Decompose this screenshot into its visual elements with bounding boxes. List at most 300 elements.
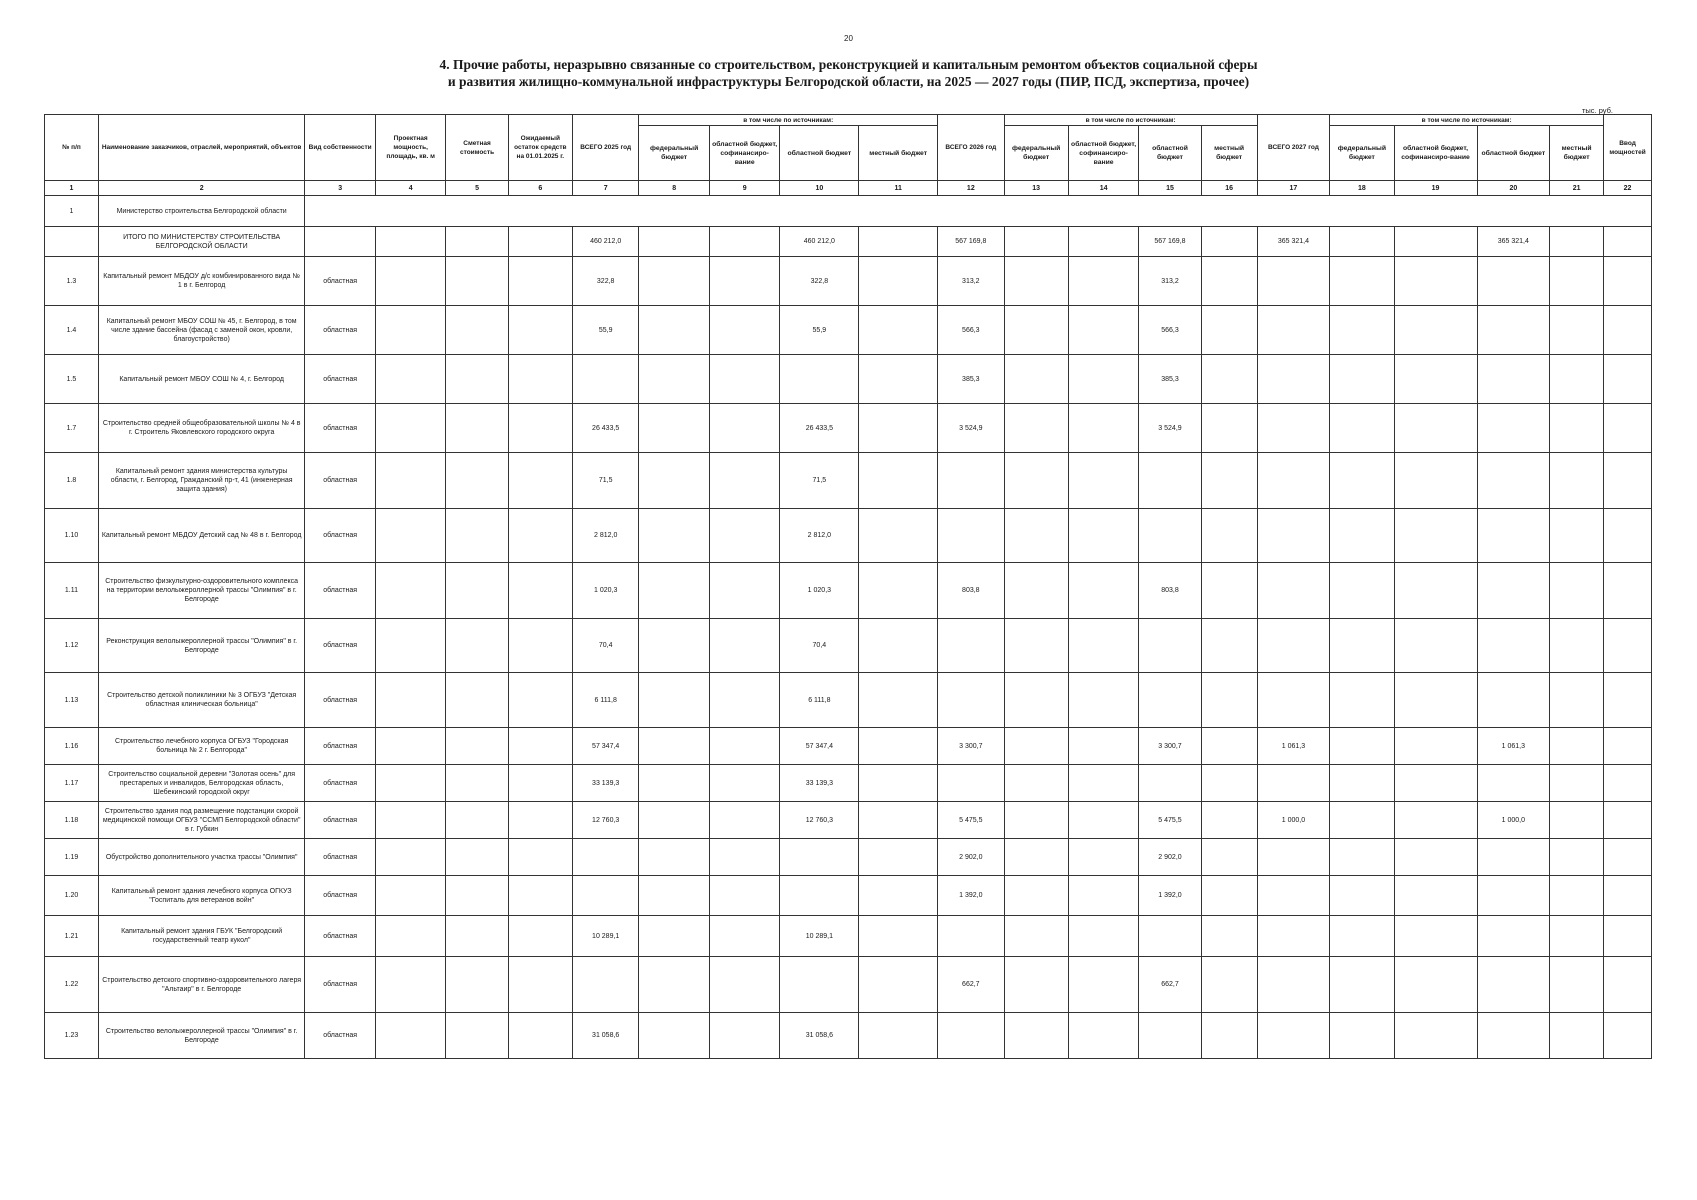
row-total-2025: 55,9 — [572, 306, 638, 355]
ministry-row — [45, 196, 1652, 227]
row-total-2027 — [1257, 404, 1330, 453]
row-federal-2027 — [1330, 1013, 1394, 1059]
total-regional-2026: 567 169,8 — [1139, 227, 1201, 257]
row-total-2025: 10 289,1 — [572, 916, 638, 957]
table-row — [45, 673, 1652, 728]
row-federal-2026 — [1004, 1013, 1068, 1059]
row-local-2025 — [859, 728, 938, 765]
table-row — [45, 509, 1652, 563]
row-total-2027 — [1257, 673, 1330, 728]
row-capacity — [375, 619, 446, 673]
row-estimate — [446, 765, 508, 802]
row-local-2025 — [859, 563, 938, 619]
row-regional-2026 — [1139, 619, 1201, 673]
row-cofinancing-2026 — [1068, 916, 1139, 957]
row-total-2026: 3 300,7 — [938, 728, 1004, 765]
row-ownership: областная — [305, 673, 376, 728]
row-ownership: областная — [305, 957, 376, 1013]
row-total-2026: 3 524,9 — [938, 404, 1004, 453]
row-federal-2026 — [1004, 839, 1068, 876]
table-row — [45, 916, 1652, 957]
row-regional-2027 — [1477, 355, 1550, 404]
row-federal-2027 — [1330, 563, 1394, 619]
row-federal-2027 — [1330, 619, 1394, 673]
ministry-name: Министерство строительства Белгородской области — [98, 196, 304, 227]
row-federal-2026 — [1004, 728, 1068, 765]
row-local-2026 — [1201, 306, 1257, 355]
row-cofinancing-2026 — [1068, 765, 1139, 802]
row-num: 1.8 — [45, 453, 99, 509]
row-local-2025 — [859, 765, 938, 802]
row-regional-2026: 662,7 — [1139, 957, 1201, 1013]
row-capacity — [375, 1013, 446, 1059]
row-cofinancing-2027 — [1394, 1013, 1477, 1059]
row-cofinancing-2026 — [1068, 619, 1139, 673]
row-federal-2025 — [639, 728, 710, 765]
row-regional-2027 — [1477, 957, 1550, 1013]
row-balance — [508, 728, 572, 765]
row-cofinancing-2027 — [1394, 404, 1477, 453]
row-total-2027 — [1257, 876, 1330, 916]
row-local-2025 — [859, 404, 938, 453]
row-ownership: областная — [305, 916, 376, 957]
row-cofinancing-2027 — [1394, 306, 1477, 355]
row-federal-2026 — [1004, 563, 1068, 619]
row-cofinancing-2025 — [709, 839, 780, 876]
row-regional-2025: 1 020,3 — [780, 563, 859, 619]
table-row — [45, 619, 1652, 673]
row-local-2026 — [1201, 404, 1257, 453]
row-estimate — [446, 404, 508, 453]
row-local-2026 — [1201, 1013, 1257, 1059]
row-regional-2026: 313,2 — [1139, 257, 1201, 306]
header-commissioning: Ввод мощностей — [1604, 115, 1652, 181]
row-num: 1.13 — [45, 673, 99, 728]
row-cofinancing-2025 — [709, 453, 780, 509]
row-cofinancing-2026 — [1068, 876, 1139, 916]
row-total-2026 — [938, 673, 1004, 728]
row-total-2026 — [938, 509, 1004, 563]
row-commissioning — [1604, 1013, 1652, 1059]
row-estimate — [446, 839, 508, 876]
row-local-2027 — [1550, 563, 1604, 619]
row-local-2026 — [1201, 802, 1257, 839]
row-cofinancing-2025 — [709, 619, 780, 673]
row-regional-2025: 322,8 — [780, 257, 859, 306]
row-cofinancing-2025 — [709, 957, 780, 1013]
column-number: 6 — [508, 181, 572, 196]
row-federal-2025 — [639, 563, 710, 619]
row-local-2027 — [1550, 1013, 1604, 1059]
row-cofinancing-2027 — [1394, 728, 1477, 765]
row-num: 1.22 — [45, 957, 99, 1013]
row-local-2026 — [1201, 916, 1257, 957]
row-cofinancing-2026 — [1068, 1013, 1139, 1059]
row-num: 1.11 — [45, 563, 99, 619]
column-number: 18 — [1330, 181, 1394, 196]
row-federal-2025 — [639, 619, 710, 673]
row-cofinancing-2027 — [1394, 765, 1477, 802]
row-balance — [508, 1013, 572, 1059]
table-row — [45, 957, 1652, 1013]
row-balance — [508, 355, 572, 404]
column-number: 9 — [709, 181, 780, 196]
row-cofinancing-2025 — [709, 563, 780, 619]
row-balance — [508, 619, 572, 673]
title-line-2: и развития жилищно-коммунальной инфраструктуры Белгородской области, на 2025 — 2027 годы (ПИР, ПСД, экспертиза, прочее) — [447, 74, 1250, 89]
row-balance — [508, 509, 572, 563]
row-federal-2025 — [639, 839, 710, 876]
row-balance — [508, 563, 572, 619]
row-federal-2027 — [1330, 257, 1394, 306]
row-cofinancing-2027 — [1394, 916, 1477, 957]
row-federal-2025 — [639, 876, 710, 916]
row-ownership: областная — [305, 404, 376, 453]
row-federal-2026 — [1004, 957, 1068, 1013]
row-local-2025 — [859, 257, 938, 306]
row-name: Капитальный ремонт МБОУ СОШ № 4, г. Белгород — [98, 355, 304, 404]
row-local-2027 — [1550, 453, 1604, 509]
row-capacity — [375, 404, 446, 453]
row-ownership: областная — [305, 876, 376, 916]
row-capacity — [375, 876, 446, 916]
row-balance — [508, 839, 572, 876]
row-regional-2027 — [1477, 673, 1550, 728]
total-num-cell — [45, 227, 99, 257]
row-balance — [508, 765, 572, 802]
row-regional-2027 — [1477, 563, 1550, 619]
row-regional-2025 — [780, 355, 859, 404]
row-num: 1.17 — [45, 765, 99, 802]
row-regional-2025: 12 760,3 — [780, 802, 859, 839]
header-capacity: Проектная мощность, площадь, кв. м — [375, 115, 446, 181]
column-number: 12 — [938, 181, 1004, 196]
row-federal-2025 — [639, 404, 710, 453]
column-number: 4 — [375, 181, 446, 196]
row-local-2026 — [1201, 453, 1257, 509]
row-total-2027 — [1257, 619, 1330, 673]
row-balance — [508, 802, 572, 839]
row-ownership: областная — [305, 802, 376, 839]
header-sources-2027: в том числе по источникам: — [1330, 115, 1604, 126]
row-total-2027: 1 061,3 — [1257, 728, 1330, 765]
row-regional-2026: 3 524,9 — [1139, 404, 1201, 453]
row-federal-2027 — [1330, 876, 1394, 916]
row-estimate — [446, 355, 508, 404]
row-capacity — [375, 802, 446, 839]
table-row — [45, 1013, 1652, 1059]
row-federal-2027 — [1330, 306, 1394, 355]
row-regional-2025: 71,5 — [780, 453, 859, 509]
row-cofinancing-2025 — [709, 355, 780, 404]
row-estimate — [446, 453, 508, 509]
row-regional-2026: 1 392,0 — [1139, 876, 1201, 916]
row-regional-2027 — [1477, 453, 1550, 509]
row-commissioning — [1604, 306, 1652, 355]
row-estimate — [446, 728, 508, 765]
row-local-2025 — [859, 673, 938, 728]
header-sources-2026: в том числе по источникам: — [1004, 115, 1257, 126]
row-cofinancing-2025 — [709, 404, 780, 453]
row-local-2025 — [859, 916, 938, 957]
row-federal-2027 — [1330, 453, 1394, 509]
row-local-2027 — [1550, 957, 1604, 1013]
row-total-2025 — [572, 839, 638, 876]
row-local-2027 — [1550, 765, 1604, 802]
row-regional-2025 — [780, 957, 859, 1013]
row-total-2027: 1 000,0 — [1257, 802, 1330, 839]
row-name: Строительство детской поликлиники № 3 ОГБУЗ "Детская областная клиническая больница" — [98, 673, 304, 728]
row-total-2025 — [572, 957, 638, 1013]
column-number: 19 — [1394, 181, 1477, 196]
column-number: 5 — [446, 181, 508, 196]
row-local-2027 — [1550, 916, 1604, 957]
row-local-2025 — [859, 509, 938, 563]
row-total-2027 — [1257, 257, 1330, 306]
row-total-2027 — [1257, 453, 1330, 509]
table-row — [45, 355, 1652, 404]
row-regional-2025 — [780, 839, 859, 876]
row-capacity — [375, 509, 446, 563]
row-capacity — [375, 355, 446, 404]
row-regional-2026 — [1139, 673, 1201, 728]
row-num: 1.10 — [45, 509, 99, 563]
row-regional-2025: 57 347,4 — [780, 728, 859, 765]
column-number: 7 — [572, 181, 638, 196]
row-cofinancing-2025 — [709, 509, 780, 563]
row-total-2027 — [1257, 306, 1330, 355]
row-ownership: областная — [305, 563, 376, 619]
row-cofinancing-2025 — [709, 728, 780, 765]
row-cofinancing-2027 — [1394, 619, 1477, 673]
row-federal-2026 — [1004, 404, 1068, 453]
row-total-2025: 71,5 — [572, 453, 638, 509]
row-federal-2026 — [1004, 306, 1068, 355]
row-federal-2027 — [1330, 839, 1394, 876]
total-regional-2027: 365 321,4 — [1477, 227, 1550, 257]
row-commissioning — [1604, 876, 1652, 916]
row-regional-2025: 10 289,1 — [780, 916, 859, 957]
row-regional-2026: 2 902,0 — [1139, 839, 1201, 876]
row-cofinancing-2025 — [709, 916, 780, 957]
row-name: Капитальный ремонт МБОУ СОШ № 45, г. Белгород, в том числе здание бассейна (фасад с заменой окон, кровли, благоустройство) — [98, 306, 304, 355]
row-total-2025: 12 760,3 — [572, 802, 638, 839]
row-estimate — [446, 673, 508, 728]
row-federal-2026 — [1004, 765, 1068, 802]
row-balance — [508, 257, 572, 306]
page-number: 20 — [844, 34, 853, 43]
row-cofinancing-2026 — [1068, 802, 1139, 839]
row-name: Обустройство дополнительного участка трассы "Олимпия" — [98, 839, 304, 876]
row-capacity — [375, 453, 446, 509]
row-ownership: областная — [305, 509, 376, 563]
row-capacity — [375, 957, 446, 1013]
row-total-2026: 5 475,5 — [938, 802, 1004, 839]
row-regional-2025 — [780, 876, 859, 916]
row-cofinancing-2026 — [1068, 673, 1139, 728]
row-estimate — [446, 619, 508, 673]
row-local-2026 — [1201, 957, 1257, 1013]
column-number: 3 — [305, 181, 376, 196]
row-federal-2025 — [639, 509, 710, 563]
row-commissioning — [1604, 957, 1652, 1013]
row-cofinancing-2025 — [709, 802, 780, 839]
row-name: Строительство детского спортивно-оздоровительного лагеря "Альтаир" в г. Белгороде — [98, 957, 304, 1013]
row-total-2026: 1 392,0 — [938, 876, 1004, 916]
row-regional-2025: 26 433,5 — [780, 404, 859, 453]
column-number: 14 — [1068, 181, 1139, 196]
row-federal-2025 — [639, 673, 710, 728]
row-federal-2025 — [639, 916, 710, 957]
row-balance — [508, 673, 572, 728]
row-name: Капитальный ремонт МБДОУ д/с комбинированного вида № 1 в г. Белгород — [98, 257, 304, 306]
row-regional-2026 — [1139, 916, 1201, 957]
header-total-2026: ВСЕГО 2026 год — [938, 115, 1004, 181]
row-cofinancing-2027 — [1394, 839, 1477, 876]
row-total-2025 — [572, 355, 638, 404]
row-federal-2025 — [639, 957, 710, 1013]
row-total-2026: 313,2 — [938, 257, 1004, 306]
row-local-2026 — [1201, 876, 1257, 916]
column-number: 1 — [45, 181, 99, 196]
row-federal-2026 — [1004, 509, 1068, 563]
header-balance: Ожидаемый остаток средств на 01.01.2025 г. — [508, 115, 572, 181]
row-ownership: областная — [305, 839, 376, 876]
row-federal-2025 — [639, 1013, 710, 1059]
row-num: 1.4 — [45, 306, 99, 355]
row-num: 1.16 — [45, 728, 99, 765]
row-commissioning — [1604, 839, 1652, 876]
row-name: Капитальный ремонт здания министерства культуры области, г. Белгород, Гражданский пр-т, 41 (инженерная защита здания) — [98, 453, 304, 509]
row-ownership: областная — [305, 1013, 376, 1059]
row-cofinancing-2026 — [1068, 257, 1139, 306]
row-name: Строительство социальной деревни "Золотая осень" для престарелых и инвалидов, Белгородская область, Шебекинский городской округ — [98, 765, 304, 802]
row-regional-2025: 31 058,6 — [780, 1013, 859, 1059]
total-2027: 365 321,4 — [1257, 227, 1330, 257]
row-total-2026: 803,8 — [938, 563, 1004, 619]
row-local-2026 — [1201, 765, 1257, 802]
row-federal-2026 — [1004, 876, 1068, 916]
row-federal-2027 — [1330, 355, 1394, 404]
row-estimate — [446, 1013, 508, 1059]
row-total-2027 — [1257, 1013, 1330, 1059]
budget-table — [44, 114, 1652, 1059]
row-commissioning — [1604, 619, 1652, 673]
column-number: 21 — [1550, 181, 1604, 196]
table-row — [45, 839, 1652, 876]
header-num: № п/п — [45, 115, 99, 181]
row-regional-2026: 385,3 — [1139, 355, 1201, 404]
column-number: 13 — [1004, 181, 1068, 196]
row-capacity — [375, 306, 446, 355]
row-ownership: областная — [305, 619, 376, 673]
row-federal-2027 — [1330, 509, 1394, 563]
row-num: 1.18 — [45, 802, 99, 839]
header-federal-2025: федеральный бюджет — [639, 126, 710, 181]
column-number: 15 — [1139, 181, 1201, 196]
row-regional-2027 — [1477, 509, 1550, 563]
row-local-2027 — [1550, 673, 1604, 728]
row-federal-2025 — [639, 802, 710, 839]
row-regional-2027 — [1477, 876, 1550, 916]
row-name: Строительство физкультурно-оздоровительного комплекса на территории велолыжероллерной трассы "Олимпия" в г. Белгороде — [98, 563, 304, 619]
header-regional-2027: областной бюджет — [1477, 126, 1550, 181]
row-total-2025: 2 812,0 — [572, 509, 638, 563]
column-number: 11 — [859, 181, 938, 196]
row-cofinancing-2026 — [1068, 563, 1139, 619]
row-total-2026 — [938, 619, 1004, 673]
row-regional-2026 — [1139, 765, 1201, 802]
row-balance — [508, 916, 572, 957]
row-balance — [508, 453, 572, 509]
row-local-2027 — [1550, 876, 1604, 916]
table-row — [45, 802, 1652, 839]
header-federal-2027: федеральный бюджет — [1330, 126, 1394, 181]
row-regional-2027 — [1477, 839, 1550, 876]
row-estimate — [446, 802, 508, 839]
row-regional-2027 — [1477, 916, 1550, 957]
row-cofinancing-2027 — [1394, 453, 1477, 509]
row-capacity — [375, 765, 446, 802]
row-total-2026: 385,3 — [938, 355, 1004, 404]
row-total-2027 — [1257, 957, 1330, 1013]
row-capacity — [375, 839, 446, 876]
row-total-2026 — [938, 453, 1004, 509]
row-local-2026 — [1201, 563, 1257, 619]
row-regional-2025: 55,9 — [780, 306, 859, 355]
row-name: Строительство лечебного корпуса ОГБУЗ "Городская больница № 2 г. Белгорода" — [98, 728, 304, 765]
row-estimate — [446, 563, 508, 619]
row-commissioning — [1604, 509, 1652, 563]
row-num: 1.12 — [45, 619, 99, 673]
row-commissioning — [1604, 765, 1652, 802]
row-capacity — [375, 673, 446, 728]
column-number: 10 — [780, 181, 859, 196]
total-regional-2025: 460 212,0 — [780, 227, 859, 257]
row-total-2026 — [938, 1013, 1004, 1059]
row-ownership: областная — [305, 453, 376, 509]
row-regional-2026: 803,8 — [1139, 563, 1201, 619]
row-regional-2025: 6 111,8 — [780, 673, 859, 728]
row-cofinancing-2026 — [1068, 839, 1139, 876]
row-local-2026 — [1201, 673, 1257, 728]
row-total-2025 — [572, 876, 638, 916]
row-local-2027 — [1550, 728, 1604, 765]
row-local-2026 — [1201, 355, 1257, 404]
row-regional-2027 — [1477, 619, 1550, 673]
row-federal-2026 — [1004, 916, 1068, 957]
row-local-2025 — [859, 306, 938, 355]
row-total-2025: 57 347,4 — [572, 728, 638, 765]
table-row — [45, 876, 1652, 916]
row-balance — [508, 957, 572, 1013]
row-commissioning — [1604, 916, 1652, 957]
row-local-2026 — [1201, 619, 1257, 673]
header-regional-2026: областной бюджет — [1139, 126, 1201, 181]
row-local-2026 — [1201, 509, 1257, 563]
row-total-2027 — [1257, 563, 1330, 619]
row-regional-2026 — [1139, 1013, 1201, 1059]
row-federal-2025 — [639, 453, 710, 509]
row-balance — [508, 306, 572, 355]
row-total-2025: 33 139,3 — [572, 765, 638, 802]
row-federal-2026 — [1004, 453, 1068, 509]
row-estimate — [446, 876, 508, 916]
row-estimate — [446, 916, 508, 957]
row-federal-2027 — [1330, 957, 1394, 1013]
row-federal-2026 — [1004, 673, 1068, 728]
row-local-2025 — [859, 619, 938, 673]
